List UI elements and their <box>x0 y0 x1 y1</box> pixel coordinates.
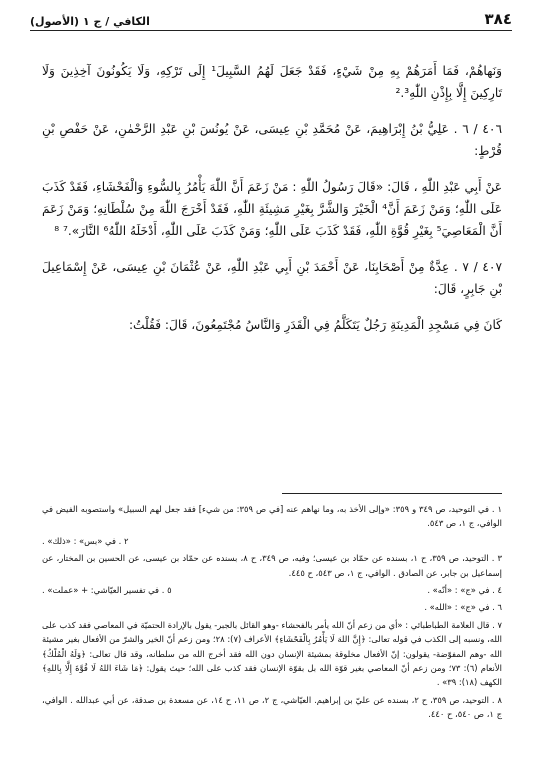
main-text <box>42 60 502 336</box>
footnote-1: ١ . في التوحيد، ص ٣٤٩ و ٣٥٩: «وإلى الأخذ به، وما نهاهم عنه [في ص ٣٥٩: من شيء] فقد جعل لهم السبيل» واستصوبه الفيض في الوافي، ج ١، ص ٥٤٣. <box>42 504 502 529</box>
hadith-406-chain: ٤٠٦ / ٦ . عَلِيُّ بْنُ إِبْرَاهِيمَ، عَنْ مُحَمَّدِ بْنِ عِيسَى، عَنْ يُونُسَ بْنِ عَبْدِ الرَّحْمٰنِ، عَنْ حَفْصِ بْنِ قُرْطٍ: <box>42 122 502 158</box>
hadith-407-chain: ٤٠٧ / ٧ . عِدَّةٌ مِنْ أَصْحَابِنَا، عَنْ أَحْمَدَ بْنِ أَبِي عَبْدِ اللّٰهِ، عَنْ عُثْمَانَ بْنِ عِيسَى، عَنْ إِسْمَاعِيلَ بْنِ جَابِرٍ، قَالَ: <box>42 260 502 296</box>
footnote-3: ٣ . التوحيد، ص ٣٥٩، ح ١، بسنده عن حمّاد بن عيسى؛ وفيه، ص ٣٤٩، ح ٨، بسنده عن حمّاد بن عيسى، عن الحسين بن المختار، عن إسماعيل بن جابر، عن الصادق . الوافي، ج ١، ص ٥٤٣، ح ٤٤٥. <box>42 553 503 578</box>
footnotes <box>42 502 502 725</box>
hadith-407-text: كَانَ فِي مَسْجِدِ الْمَدِينَةِ رَجُلٌ يَتَكَلَّمُ فِي الْقَدَرِ وَالنَّاسُ مُجْتَمِعُونَ، قَالَ: فَقُلْتُ: <box>128 318 502 332</box>
footnote-separator <box>282 493 502 494</box>
paragraph-continuation: وَنَهاهُمْ، فَمَا أَمَرَهُمْ بِهِ مِنْ شَيْءٍ، فَقَدْ جَعَلَ لَهُمُ السَّبِيلَ¹ إِلَى تَرْكِهِ، وَلَا يَكُونُونَ آخِذِينَ وَلَا تَارِكِينَ إِلَّا بِإِذْنِ اللّٰهِ².³ <box>42 64 502 100</box>
footnote-8: ٨ . التوحيد، ص ٣٥٩، ح ٢، بسنده عن عليّ بن إبراهيم. العيّاشي، ج ٢، ص ١١، ح ١٤، عن مسعدة بن صدقة، عن أبي عبدالله . الوافي، ج ١، ص ٥٤٠، ح ٤٤٠. <box>42 694 503 720</box>
running-head: الكافي / ج ١ (الأصول) <box>30 15 150 28</box>
hadith-406-text: عَنْ أَبِي عَبْدِ اللّٰهِ ، قَالَ: «قَالَ رَسُولُ اللّٰهِ : مَنْ زَعَمَ أَنَّ اللّٰهَ يَأْمُرُ بِالسُّوءِ وَالْفَحْشَاءِ، فَقَدْ كَذَبَ عَلَى اللّٰهِ؛ وَمَنْ زَعَمَ أَنَّ⁴ الْخَيْرَ وَالشَّرَّ بِغَيْرِ مَشِيئَةِ اللّٰهِ، فَقَدْ أَخْرَجَ اللّٰهَ مِنْ سُلْطَانِهِ؛ وَمَنْ زَعَمَ أَنَّ الْمَعَاصِيَ⁵ بِغَيْرِ قُوَّةِ اللّٰهِ، فَقَدْ كَذَبَ عَلَى اللّٰهِ؛ وَمَنْ كَذَبَ عَلَى اللّٰهِ، أَدْخَلَهُ اللّٰهُ⁶ النَّارَ».⁷ ⁸ <box>42 180 502 238</box>
footnote-4: ٤ . في «ج» : «أنّه» . <box>427 585 502 596</box>
page-number: ٣٨٤ <box>484 10 512 28</box>
footnote-5: ٥ . في تفسير العيّاشي: + «عملت» . <box>42 585 172 596</box>
footnote-6: ٦ . في «ج» : «الله» . <box>424 602 502 613</box>
footnote-2: ٢ . في «بس» : «ذلك» . <box>42 535 129 546</box>
footnote-7: ٧ . قال العلامة الطباطبائي : «أي من زعم أنّ الله يأمر بالفحشاء -وهو القائل بالجبر- يقول بالإرادة الحتميّة في المعاصي فقد كذب على الله، ونسبه إلى الكذب في قوله تعالى: ﴿إِنَّ اللهَ لَا يَأْمُرُ بِالْفَحْشَاءِ﴾ الأعراف (٧): ٢٨؛ ومن زعم أنّ الخير والشرّ من الأفعال بغير مشيئة الله -وهم المفوّضة- يقولون: إنّ الأفعال مخلوقة بمشيئة الإنسان دون الله فقد أخرج الله من سلطانه، وقد قال تعالى: ﴿وَلَهُ الْمُلْكُ﴾ الأنعام (٦): ٧٣؛ ومن زعم أنّ المعاصي بغير قوّة الله بل بقوّة الإنسان فقد كذب على الله؛ حيث يقول: ﴿مَا شَاءَ اللهُ لَا قُوَّةَ إِلَّا بِاللهِ﴾ الكهف (١٨): ٣٩» . <box>42 619 503 688</box>
page-header <box>30 6 512 31</box>
